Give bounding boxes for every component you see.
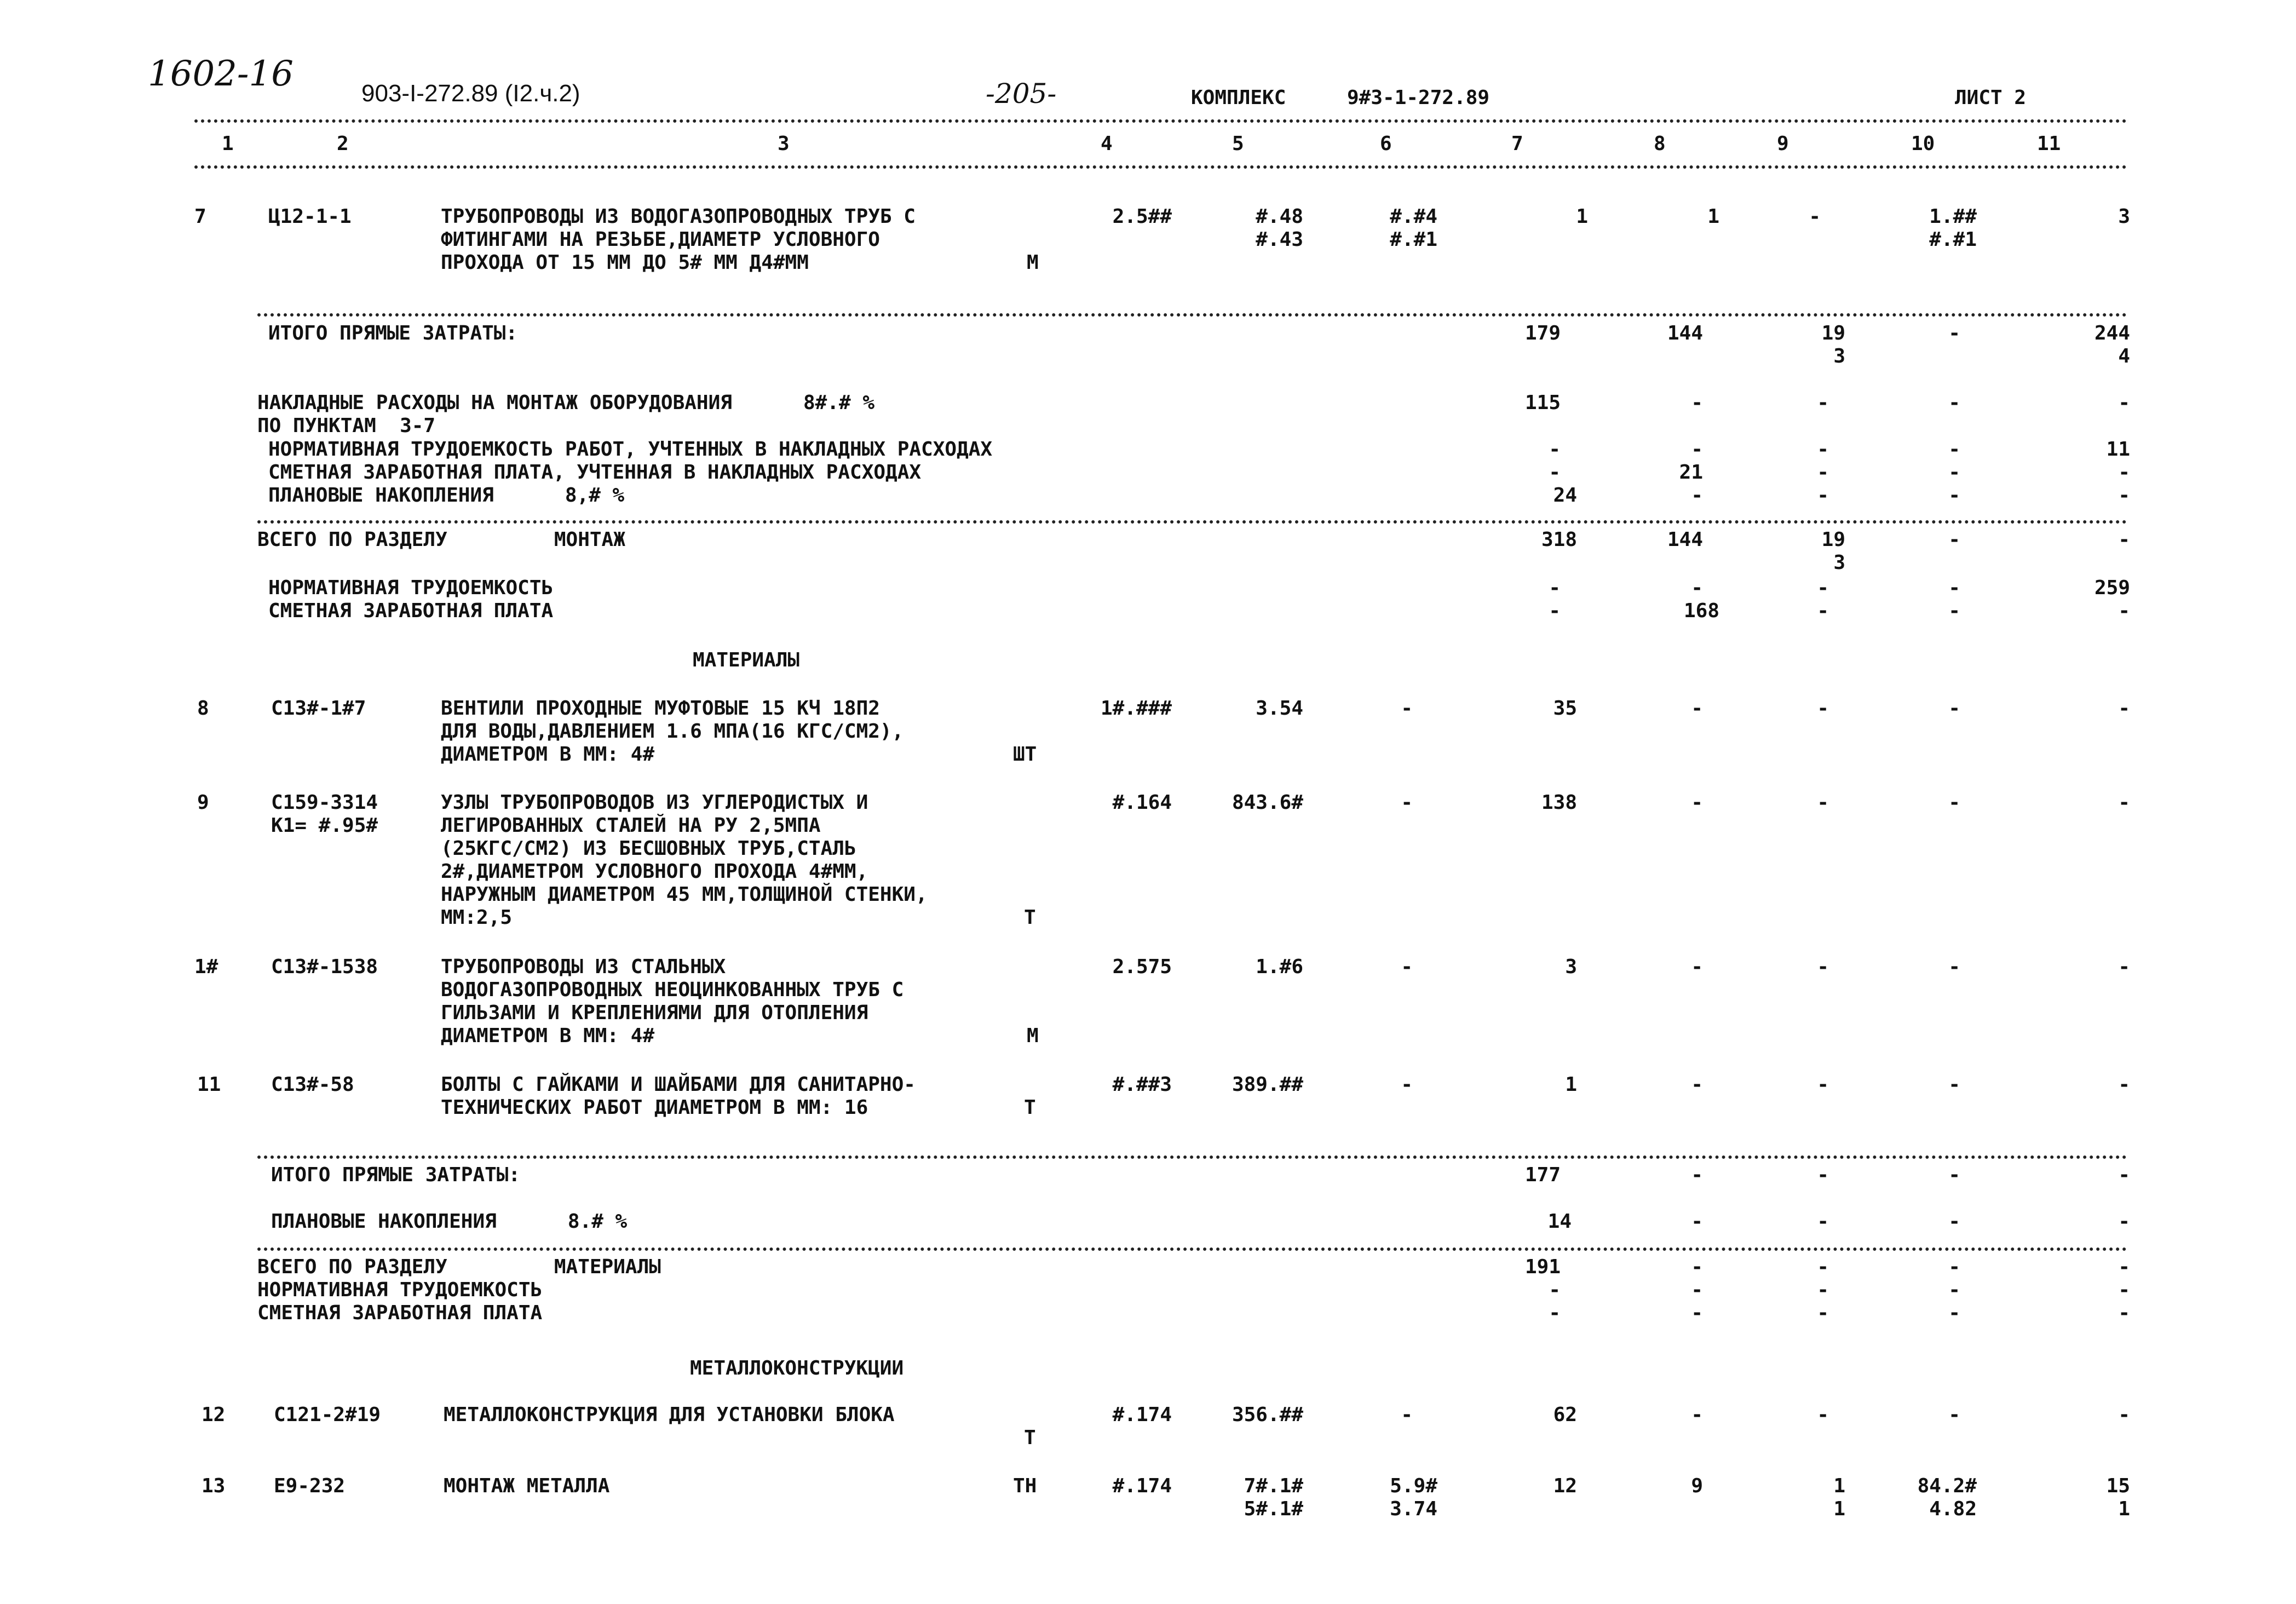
- machines: -: [1817, 791, 1829, 814]
- section-c8: 144: [1667, 528, 1703, 551]
- savings-c10: -: [1948, 484, 1960, 507]
- quantity: #.174: [1112, 1404, 1172, 1426]
- wage-c11: -: [2118, 600, 2130, 622]
- summary-label: ИТОГО ПРЯМЫЕ ЗАТРАТЫ:: [271, 1164, 521, 1186]
- section-c7: 318: [1541, 528, 1577, 551]
- labor-total: 3: [2118, 205, 2130, 228]
- m-savings-c8: -: [1691, 1210, 1703, 1233]
- m-direct-c7: 177: [1524, 1164, 1561, 1186]
- m-savings-c10: -: [1948, 1210, 1960, 1233]
- row-number: 13: [202, 1475, 226, 1497]
- overhead-c7: 115: [1524, 392, 1561, 414]
- wage-c7: -: [1549, 600, 1561, 622]
- savings-c8: -: [1691, 484, 1703, 507]
- m-savings-c9: -: [1817, 1210, 1829, 1233]
- col-7: 7: [1511, 133, 1523, 155]
- quantity: 1#.###: [1100, 697, 1172, 720]
- overhead-c11: -: [2118, 392, 2130, 414]
- summary-c11: 244 4: [2094, 322, 2130, 367]
- labor-c11: 259: [2094, 577, 2130, 599]
- labor-unit: 1.## #.#1: [1929, 205, 1977, 251]
- machine-cost: -: [1401, 791, 1413, 814]
- summary-c10: -: [1948, 322, 1960, 344]
- labor-unit: -: [1948, 956, 1960, 978]
- savings-c7: 24: [1553, 484, 1577, 507]
- quantity: #.174: [1112, 1475, 1172, 1497]
- unit-cost: 356.##: [1232, 1404, 1303, 1426]
- wage-c9: -: [1817, 600, 1829, 622]
- labor-c8: -: [1691, 577, 1703, 599]
- col-2: 2: [337, 133, 349, 155]
- col-5: 5: [1232, 133, 1244, 155]
- rate-code: С13#-1538: [271, 956, 378, 978]
- labor-unit: -: [1948, 791, 1960, 814]
- labor-total: 15 1: [2106, 1475, 2130, 1520]
- wages: -: [1691, 956, 1703, 978]
- labor-total: -: [2118, 1404, 2130, 1426]
- labor-total: -: [2118, 956, 2130, 978]
- total-cost: 138: [1541, 791, 1577, 814]
- machines: 1 1: [1833, 1475, 1845, 1520]
- machine-cost: -: [1401, 956, 1413, 978]
- machines: -: [1817, 956, 1829, 978]
- m-section-c11: - - -: [2118, 1256, 2130, 1324]
- section-c11: -: [2118, 528, 2130, 551]
- m-savings-c11: -: [2118, 1210, 2130, 1233]
- m-section-c7: 191 - -: [1524, 1256, 1561, 1324]
- section-c9: 19 3: [1821, 528, 1845, 574]
- savings-label: ПЛАНОВЫЕ НАКОПЛЕНИЯ 8,# %: [268, 484, 625, 507]
- total-cost: 1: [1565, 1073, 1577, 1096]
- wages: 1: [1707, 205, 1719, 228]
- wage-oh-c8: 21: [1679, 461, 1703, 484]
- total-cost: 3: [1565, 956, 1577, 978]
- complex-label: КОМПЛЕКС: [1191, 87, 1286, 109]
- section-total-label: ВСЕГО ПО РАЗДЕЛУ МОНТАЖ: [257, 528, 625, 551]
- wages: -: [1691, 1073, 1703, 1096]
- unit: ТН: [1013, 1475, 1037, 1497]
- machine-cost: -: [1401, 697, 1413, 720]
- unit: Т: [1024, 1427, 1036, 1449]
- section-total-label: ВСЕГО ПО РАЗДЕЛУ МАТЕРИАЛЫ НОРМАТИВНАЯ ТРУДОЕМКОСТЬ СМЕТНАЯ ЗАРАБОТНАЯ ПЛАТА: [257, 1256, 661, 1324]
- rate-code: Ц12-1-1: [268, 205, 352, 228]
- labor-c7: -: [1549, 577, 1561, 599]
- wages: 9: [1691, 1475, 1703, 1497]
- wages: -: [1691, 791, 1703, 814]
- summary-label: ИТОГО ПРЯМЫЕ ЗАТРАТЫ:: [268, 322, 518, 344]
- col-6: 6: [1380, 133, 1392, 155]
- machine-cost: 5.9# 3.74: [1390, 1475, 1437, 1520]
- machines: -: [1809, 205, 1821, 228]
- unit: М: [1027, 251, 1039, 274]
- overhead-label: НАКЛАДНЫЕ РАСХОДЫ НА МОНТАЖ ОБОРУДОВАНИЯ 8#.# % ПО ПУНКТАМ 3-7: [257, 392, 875, 437]
- col-9: 9: [1777, 133, 1789, 155]
- labor-oh-c8: -: [1691, 438, 1703, 461]
- m-savings-c7: 14: [1547, 1210, 1572, 1233]
- m-direct-c8: -: [1691, 1164, 1703, 1186]
- unit: Т: [1024, 906, 1036, 929]
- work-description: ТРУБОПРОВОДЫ ИЗ ВОДОГАЗОПРОВОДНЫХ ТРУБ С ФИТИНГАМИ НА РЕЗЬБЕ,ДИАМЕТР УСЛОВНОГО ПРОХОДА ОТ 15 ММ ДО 5# ММ Д4#ММ: [441, 205, 916, 274]
- row-number: 1#: [194, 956, 218, 978]
- wage-overhead-label: СМЕТНАЯ ЗАРАБОТНАЯ ПЛАТА, УЧТЕННАЯ В НАКЛАДНЫХ РАСХОДАХ: [268, 461, 922, 484]
- estimated-wage-label: СМЕТНАЯ ЗАРАБОТНАЯ ПЛАТА: [268, 600, 554, 622]
- m-direct-c9: -: [1817, 1164, 1829, 1186]
- machines: -: [1817, 697, 1829, 720]
- overhead-c9: -: [1817, 392, 1829, 414]
- unit-cost: #.48 #.43: [1256, 205, 1303, 251]
- overhead-c8: -: [1691, 392, 1703, 414]
- work-description: МОНТАЖ МЕТАЛЛА: [444, 1475, 610, 1497]
- machine-cost: -: [1401, 1073, 1413, 1096]
- labor-c10: -: [1948, 577, 1960, 599]
- m-direct-c10: -: [1948, 1164, 1960, 1186]
- section-title-materials: МАТЕРИАЛЫ: [693, 649, 800, 671]
- unit-cost: 843.6#: [1232, 791, 1303, 814]
- wages: -: [1691, 1404, 1703, 1426]
- labor-total: -: [2118, 791, 2130, 814]
- row-number: 11: [197, 1073, 221, 1096]
- complex-code: 9#3-1-272.89: [1347, 87, 1490, 109]
- row-number: 7: [194, 205, 206, 228]
- labor-unit: -: [1948, 1404, 1960, 1426]
- quantity: 2.5##: [1112, 205, 1172, 228]
- wage-oh-c10: -: [1948, 461, 1960, 484]
- unit-cost: 3.54: [1256, 697, 1303, 720]
- total-cost: 1: [1576, 205, 1588, 228]
- total-cost: 35: [1553, 697, 1577, 720]
- unit: ШТ: [1013, 743, 1037, 766]
- rate-code: С13#-1#7: [271, 697, 366, 720]
- labor-oh-c7: -: [1549, 438, 1561, 461]
- overhead-c10: -: [1948, 392, 1960, 414]
- row-number: 8: [197, 697, 209, 720]
- wage-c8: 168: [1683, 600, 1719, 622]
- quantity: #.164: [1112, 791, 1172, 814]
- machines: -: [1817, 1073, 1829, 1096]
- document-code: 903-I-272.89 (I2.ч.2): [361, 80, 580, 107]
- m-section-c9: - - -: [1817, 1256, 1829, 1324]
- materials-section-divider: [257, 1247, 2127, 1251]
- handwritten-number: 1602-16: [148, 54, 294, 94]
- total-cost: 62: [1553, 1404, 1577, 1426]
- total-cost: 12: [1553, 1475, 1577, 1497]
- unit: М: [1027, 1025, 1039, 1047]
- unit: Т: [1024, 1096, 1036, 1119]
- wages: -: [1691, 697, 1703, 720]
- col-3: 3: [778, 133, 790, 155]
- section-c10: -: [1948, 528, 1960, 551]
- normative-labor-label: НОРМАТИВНАЯ ТРУДОЕМКОСТЬ: [268, 577, 554, 599]
- page-number: -205-: [986, 78, 1057, 110]
- rate-code: С159-3314 К1= #.95#: [271, 791, 378, 837]
- machines: -: [1817, 1404, 1829, 1426]
- machine-cost: -: [1401, 1404, 1413, 1426]
- wage-oh-c7: -: [1549, 461, 1561, 484]
- col-11: 11: [2037, 133, 2061, 155]
- col-10: 10: [1911, 133, 1935, 155]
- labor-oh-c11: 11: [2106, 438, 2130, 461]
- section-title-metal: МЕТАЛЛОКОНСТРУКЦИИ: [690, 1357, 904, 1379]
- quantity: #.##3: [1112, 1073, 1172, 1096]
- labor-c9: -: [1817, 577, 1829, 599]
- labor-total: -: [2118, 697, 2130, 720]
- sheet-label: ЛИСТ 2: [1955, 87, 2027, 109]
- labor-total: -: [2118, 1073, 2130, 1096]
- work-description: ТРУБОПРОВОДЫ ИЗ СТАЛЬНЫХ ВОДОГАЗОПРОВОДНЫХ НЕОЦИНКОВАННЫХ ТРУБ С ГИЛЬЗАМИ И КРЕПЛЕНИЯМИ ДЛЯ ОТОПЛЕНИЯ ДИАМЕТРОМ В ММ: 4#: [441, 956, 904, 1047]
- quantity: 2.575: [1112, 956, 1172, 978]
- m-section-c8: - - -: [1691, 1256, 1703, 1324]
- work-description: БОЛТЫ С ГАЙКАМИ И ШАЙБАМИ ДЛЯ САНИТАРНО- ТЕХНИЧЕСКИХ РАБОТ ДИАМЕТРОМ В ММ: 16: [441, 1073, 916, 1119]
- row-number: 9: [197, 791, 209, 814]
- savings-label: ПЛАНОВЫЕ НАКОПЛЕНИЯ 8.# %: [271, 1210, 628, 1233]
- header-divider-top: [194, 119, 2127, 123]
- unit-cost: 7#.1# 5#.1#: [1244, 1475, 1303, 1520]
- rate-code: Е9-232: [274, 1475, 346, 1497]
- unit-cost: 389.##: [1232, 1073, 1303, 1096]
- header-divider-bottom: [194, 165, 2127, 169]
- savings-c9: -: [1817, 484, 1829, 507]
- labor-unit: 84.2# 4.82: [1917, 1475, 1977, 1520]
- labor-oh-c10: -: [1948, 438, 1960, 461]
- wage-oh-c11: -: [2118, 461, 2130, 484]
- summary-c9: 19 3: [1821, 322, 1845, 367]
- wage-oh-c9: -: [1817, 461, 1829, 484]
- machine-cost: #.#4 #.#1: [1390, 205, 1437, 251]
- wage-c10: -: [1948, 600, 1960, 622]
- col-4: 4: [1101, 133, 1113, 155]
- labor-unit: -: [1948, 697, 1960, 720]
- labor-oh-c9: -: [1817, 438, 1829, 461]
- work-description: УЗЛЫ ТРУБОПРОВОДОВ ИЗ УГЛЕРОДИСТЫХ И ЛЕГИРОВАННЫХ СТАЛЕЙ НА РУ 2,5МПА (25КГС/СМ2) ИЗ БЕСШОВНЫХ ТРУБ,СТАЛЬ 2#,ДИАМЕТРОМ УСЛОВНОГО ПРОХОДА 4#ММ, НАРУЖНЫМ ДИАМЕТРОМ 45 ММ,ТОЛЩИНОЙ СТЕНКИ, ММ:2,5: [441, 791, 928, 929]
- m-section-c10: - - -: [1948, 1256, 1960, 1324]
- labor-overhead-label: НОРМАТИВНАЯ ТРУДОЕМКОСТЬ РАБОТ, УЧТЕННЫХ В НАКЛАДНЫХ РАСХОДАХ: [268, 438, 993, 461]
- rate-code: С121-2#19: [274, 1404, 381, 1426]
- m-direct-c11: -: [2118, 1164, 2130, 1186]
- row-number: 12: [202, 1404, 226, 1426]
- section-divider: [257, 520, 2127, 524]
- materials-summary-divider: [257, 1155, 2127, 1159]
- rate-code: С13#-58: [271, 1073, 354, 1096]
- savings-c11: -: [2118, 484, 2130, 507]
- work-description: ВЕНТИЛИ ПРОХОДНЫЕ МУФТОВЫЕ 15 КЧ 18П2 ДЛЯ ВОДЫ,ДАВЛЕНИЕМ 1.6 МПА(16 КГС/СМ2), ДИАМЕТРОМ В ММ: 4#: [441, 697, 904, 766]
- work-description: МЕТАЛЛОКОНСТРУКЦИЯ ДЛЯ УСТАНОВКИ БЛОКА: [444, 1404, 895, 1426]
- summary-c8: 144: [1667, 322, 1703, 344]
- labor-unit: -: [1948, 1073, 1960, 1096]
- unit-cost: 1.#6: [1256, 956, 1303, 978]
- col-1: 1: [222, 133, 234, 155]
- summary-c7: 179: [1524, 322, 1561, 344]
- summary-divider: [257, 313, 2127, 317]
- col-8: 8: [1654, 133, 1666, 155]
